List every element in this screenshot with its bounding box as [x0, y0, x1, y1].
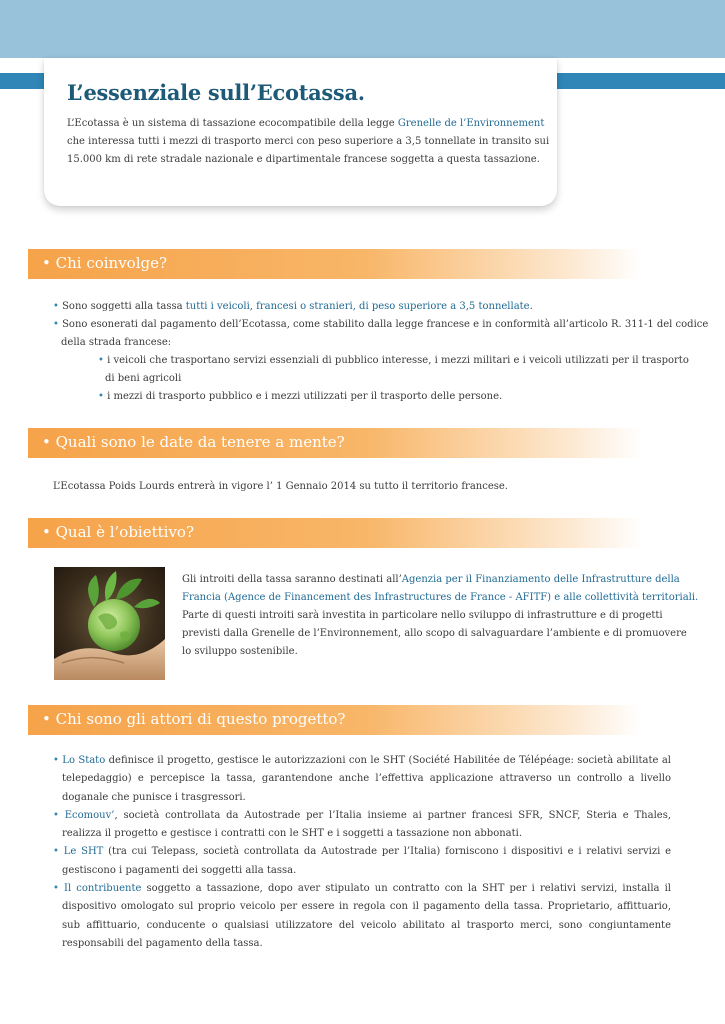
obiettivo-content [182, 571, 699, 661]
afitf-highlight-1: Agenzia per il Finanziamento delle Infrastrutture della [401, 574, 680, 585]
actor-stato: Lo Stato [62, 755, 106, 766]
bullet-icon: • [53, 319, 63, 330]
bullet-icon: • [98, 355, 108, 366]
actor-ecomouv-text: , società controllata da Autostrade per l’Italia insieme ai partner francesi SFR, SNCF, Steria e Thales, realizza il progetto e gestisce i contratti con le SHT e i soggetti a tassazione non abbonati. [62, 809, 672, 840]
section-title-chi: • Chi coinvolge? [42, 254, 168, 272]
actor-sht: Le SHT [63, 846, 104, 858]
intro-paragraph [67, 115, 550, 169]
chi-content [53, 298, 709, 406]
date-text: L’Ecotassa Poids Lourds entrerà in vigore l’ 1 Gennaio 2014 su tutto il territorio francese. [53, 481, 508, 492]
section-title-obiettivo: • Qual è l’obiettivo? [42, 523, 194, 541]
bullet-icon: • [98, 391, 108, 402]
chi-b1-text: Sono soggetti alla tassa [62, 301, 186, 312]
obiettivo-text-4: previsti dalla Grenelle de l’Environnement, allo scopo di salvaguardare l’ambiente e di promuovere [182, 628, 687, 639]
bullet-icon: • [53, 809, 65, 821]
chi-b2-text: Sono esonerati dal pagamento dell’Ecotassa, come stabilito dalla legge francese e in conformità all’articolo R. 311-1 del codice [62, 319, 709, 330]
actor-contribuente: Il contribuente [64, 883, 142, 895]
intro-text-3: 15.000 km di rete stradale nazionale e dipartimentale francese soggetta a questa tassazione. [67, 154, 540, 165]
globe-hand-image [54, 567, 165, 680]
globe-in-hand-icon [54, 567, 165, 680]
section-header-obiettivo [28, 518, 642, 548]
header-band [0, 0, 725, 58]
chi-sub1-text-2: di beni agricoli [105, 373, 182, 384]
intro-card [44, 58, 557, 206]
intro-text-2: che interessa tutti i mezzi di trasporto merci con peso superiore a 3,5 tonnellate in transito sui [67, 136, 550, 147]
chi-b1-end: . [529, 301, 533, 312]
section-header-chi [28, 249, 642, 279]
list-item [53, 880, 671, 953]
actor-ecomouv: Ecomouv’ [64, 809, 115, 821]
list-item [53, 752, 671, 807]
afitf-highlight-2: Francia (Agence de Financement des Infrastructures de France - AFITF) e alle collettività territoriali. [182, 592, 699, 603]
bullet-icon: • [53, 846, 64, 858]
page-title: L’essenziale sull’Ecotassa. [67, 80, 365, 105]
section-header-attori [28, 705, 642, 735]
list-item [53, 843, 671, 880]
section-title-attori: • Chi sono gli attori di questo progetto? [42, 710, 346, 728]
bullet-icon: • [53, 301, 63, 312]
actor-contribuente-text: soggetto a tassazione, dopo aver stipulato un contratto con la SHT per i relativi servizi, installa il dispositivo omologato sul proprio veicolo per essere in regola con il pagamento della tassa. Proprietario, affittuario, sub affittuario, conducente o qualsiasi utilizzatore del veicolo abilitato al trasporto merci, sono congiuntamente responsabili del pagamento della tassa. [62, 883, 672, 949]
grenelle-link: Grenelle de l’Environnement [397, 118, 545, 129]
obiettivo-text-5: lo sviluppo sostenibile. [182, 646, 298, 657]
list-item [53, 807, 671, 844]
chi-sub1-text: i veicoli che trasportano servizi essenziali di pubblico interesse, i mezzi militari e i veicoli utilizzati per il trasporto [107, 355, 689, 366]
obiettivo-text-1: Gli introiti della tassa saranno destinati all’ [182, 574, 402, 585]
bullet-icon: • [53, 755, 63, 766]
actor-sht-text: (tra cui Telepass, società controllata da Autostrade per l’Italia) forniscono i dispositivi e i relativi servizi e gestiscono i pagamenti dei soggetti alla tassa. [62, 846, 672, 876]
chi-b2-text-2: della strada francese: [61, 337, 172, 348]
section-title-date: • Quali sono le date da tenere a mente? [42, 433, 345, 451]
chi-sub2-text: i mezzi di trasporto pubblico e i mezzi utilizzati per il trasporto delle persone. [107, 391, 503, 402]
obiettivo-text-3: Parte di questi introiti sarà investita in particolare nello sviluppo di infrastrutture e di progetti [182, 610, 663, 621]
actor-stato-text: definisce il progetto, gestisce le autorizzazioni con le SHT (Société Habilitée de Télépéage: società abilitate al telepedaggio) e percepisce la tassa, garantendone anche l’effettiva applicazione attraverso un controllo a livello doganale che punisce i trasgressori. [62, 755, 671, 803]
chi-b1-highlight: tutti i veicoli, francesi o stranieri, di peso superiore a 3,5 tonnellate [185, 301, 530, 312]
attori-list [53, 752, 671, 953]
bullet-icon: • [53, 883, 64, 895]
section-header-date [28, 428, 642, 458]
intro-text-1: L’Ecotassa è un sistema di tassazione ecocompatibile della legge [67, 118, 398, 129]
